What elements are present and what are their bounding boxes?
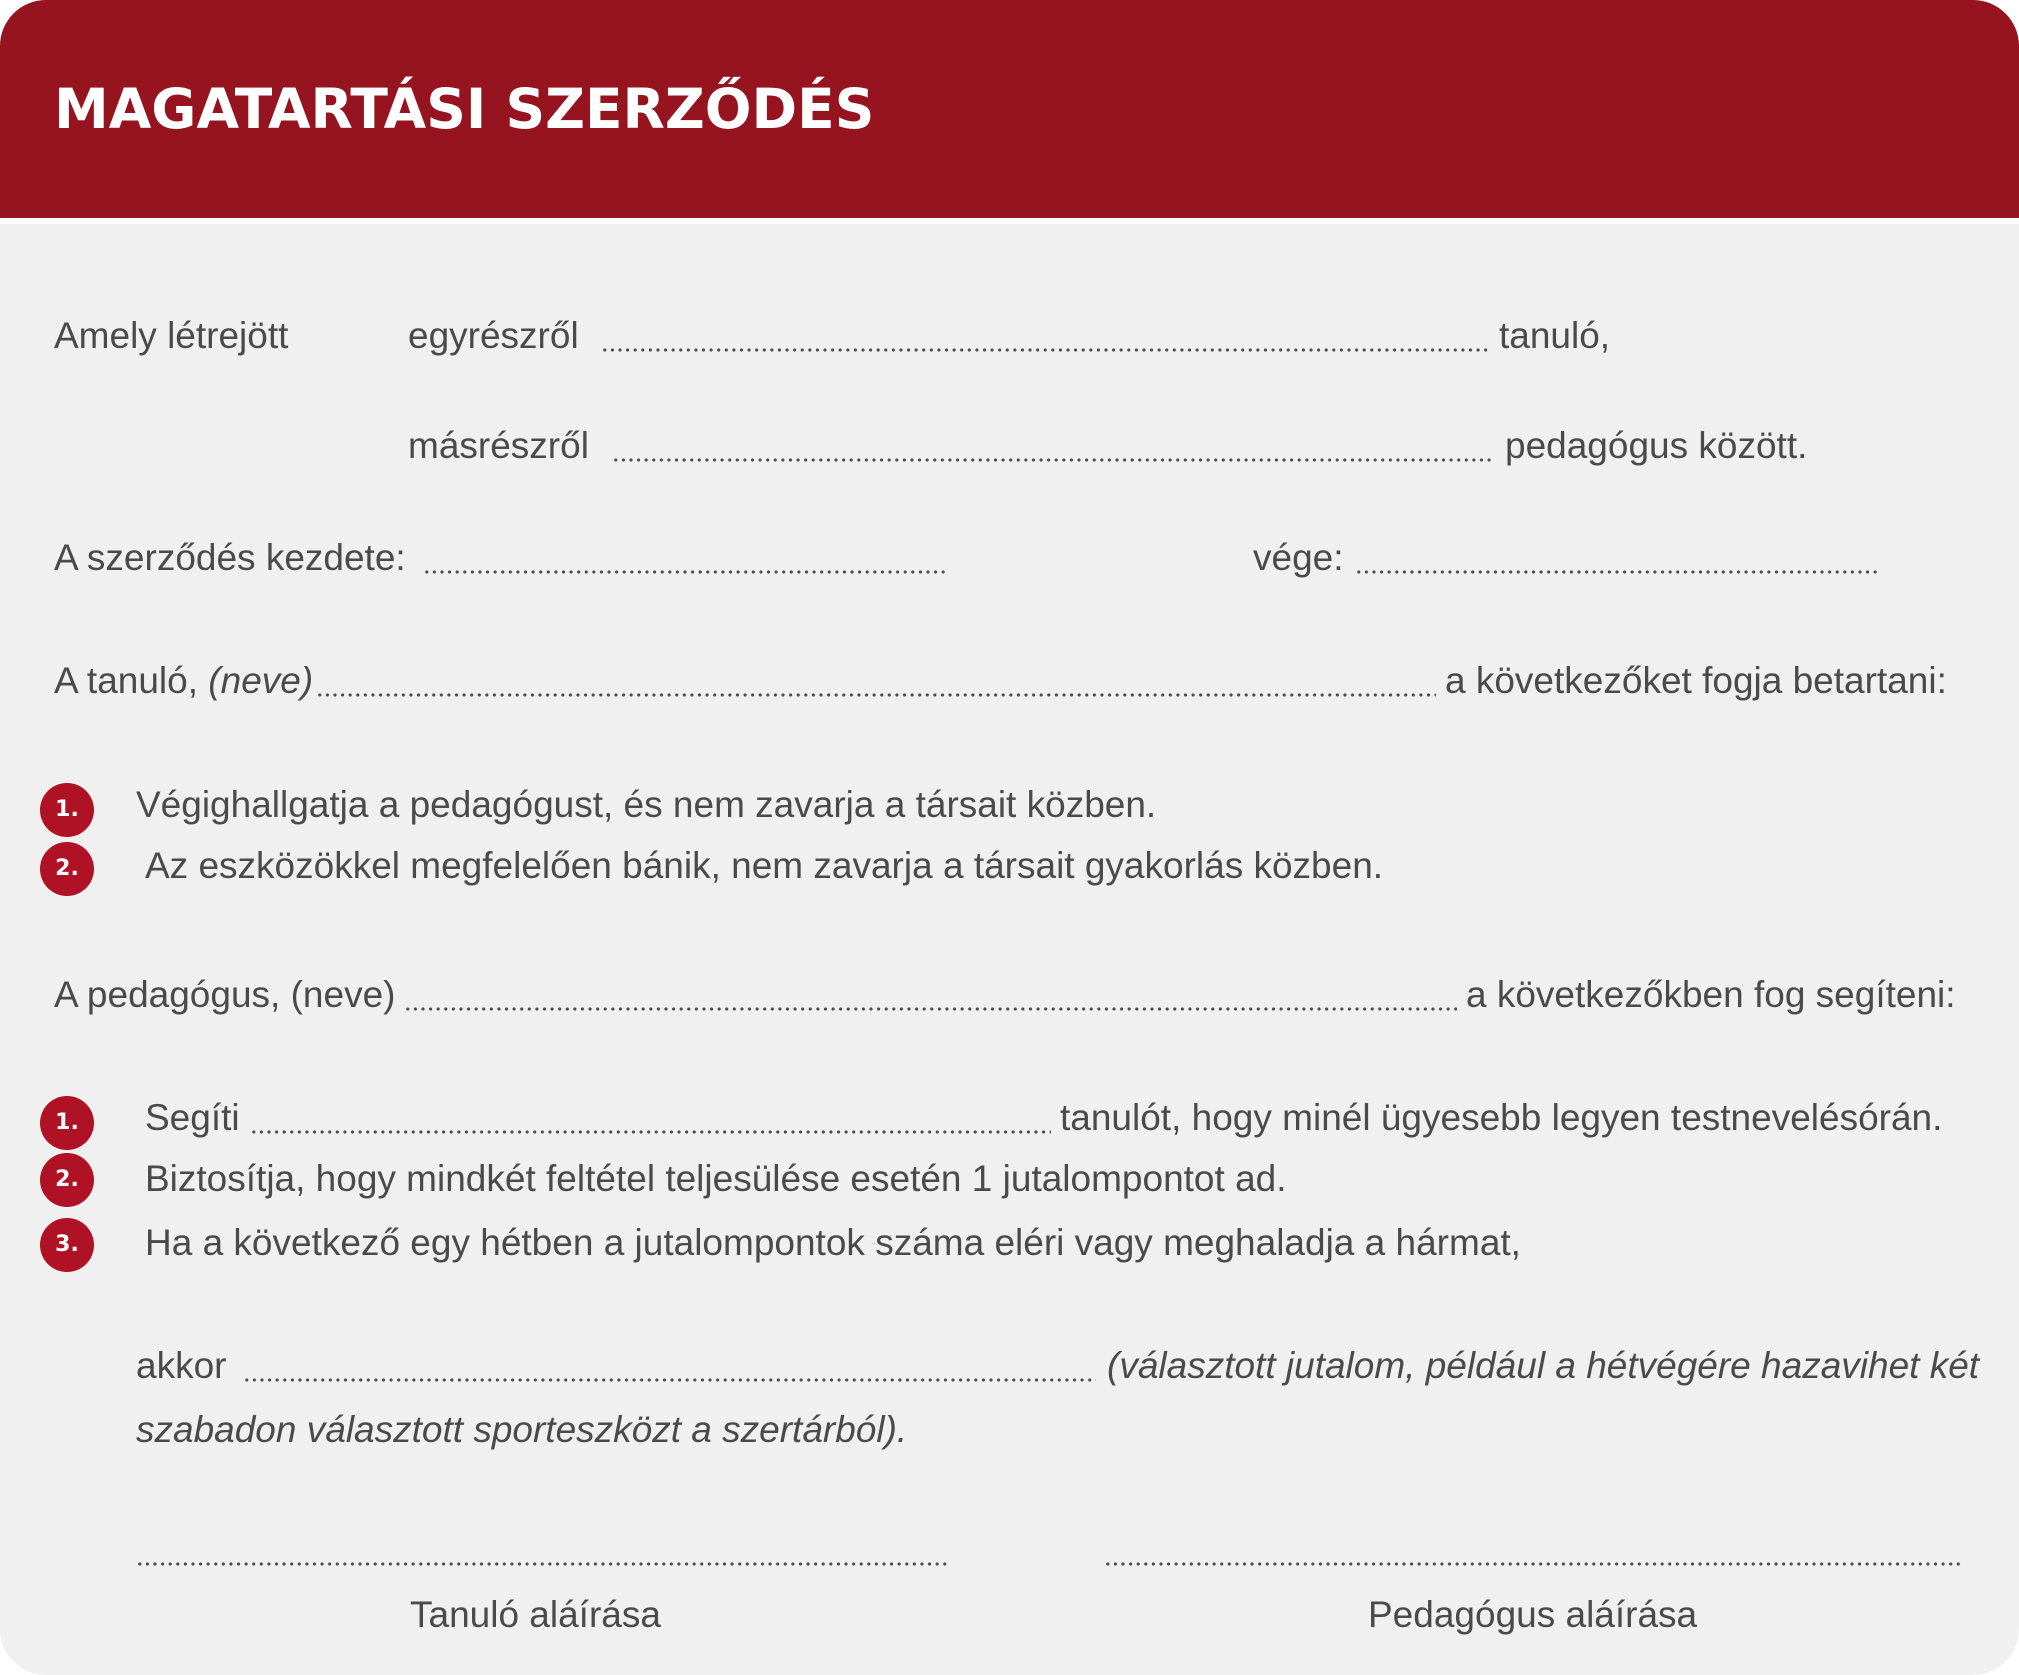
reward-hint-line-2: szabadon választott sporteszközt a szertárból). (136, 1409, 908, 1450)
parties-intro: Amely létrejött (54, 315, 289, 356)
student-name-field-2[interactable] (250, 1130, 1051, 1134)
second-party-prefix: másrészről (408, 425, 589, 466)
teacher-name-field[interactable] (612, 458, 1494, 462)
student-rule-2: Az eszközökkel megfelelően bánik, nem zavarja a társait gyakorlás közben. (145, 845, 1384, 886)
number-badge: 1. (40, 783, 94, 837)
student-signature-field[interactable] (136, 1562, 948, 1566)
student-name-field[interactable] (601, 348, 1490, 352)
second-party-suffix: pedagógus között. (1505, 425, 1808, 466)
reward-field[interactable] (243, 1378, 1096, 1382)
student-section-label: A tanuló, (54, 660, 199, 701)
number-badge: 3. (40, 1218, 94, 1272)
end-date-label: vége: (1253, 537, 1344, 578)
student-section-name-field[interactable] (316, 693, 1436, 697)
teacher-section-suffix: a következőkben fog segíteni: (1466, 974, 1956, 1015)
student-name-hint: (neve) (208, 660, 314, 701)
page-title: MAGATARTÁSI SZERZŐDÉS (54, 77, 875, 141)
teacher-duty-1-prefix: Segíti (145, 1097, 240, 1138)
number-badge: 1. (40, 1096, 94, 1150)
start-date-label: A szerződés kezdete: (54, 537, 406, 578)
teacher-section-name-field[interactable] (404, 1007, 1457, 1011)
first-party-suffix: tanuló, (1499, 315, 1611, 356)
teacher-signature-field[interactable] (1104, 1562, 1961, 1566)
teacher-signature-label: Pedagógus aláírása (1368, 1594, 1698, 1635)
student-rule-1: Végighallgatja a pedagógust, és nem zavarja a társait közben. (136, 784, 1157, 825)
student-section-prefix (54, 658, 313, 704)
teacher-section-prefix: A pedagógus, (neve) (54, 974, 396, 1015)
number-badge: 2. (40, 842, 94, 896)
number-badge: 2. (40, 1153, 94, 1207)
teacher-duty-1-suffix: tanulót, hogy minél ügyesebb legyen testnevelésórán. (1060, 1097, 1943, 1138)
student-signature-label: Tanuló aláírása (410, 1594, 661, 1635)
student-section-suffix: a következőket fogja betartani: (1445, 660, 1947, 701)
reward-prefix: akkor (136, 1345, 227, 1386)
teacher-duty-2: Biztosítja, hogy mindkét feltétel teljesülése esetén 1 jutalompontot ad. (145, 1158, 1287, 1199)
teacher-duty-3: Ha a következő egy hétben a jutalompontok száma eléri vagy meghaladja a hármat, (145, 1222, 1521, 1263)
first-party-prefix: egyrészről (408, 315, 579, 356)
end-date-field[interactable] (1355, 570, 1880, 574)
reward-hint-line-1: (választott jutalom, például a hétvégére hazavihet két (1107, 1345, 1980, 1386)
start-date-field[interactable] (423, 570, 947, 574)
header-divider (0, 218, 2019, 224)
